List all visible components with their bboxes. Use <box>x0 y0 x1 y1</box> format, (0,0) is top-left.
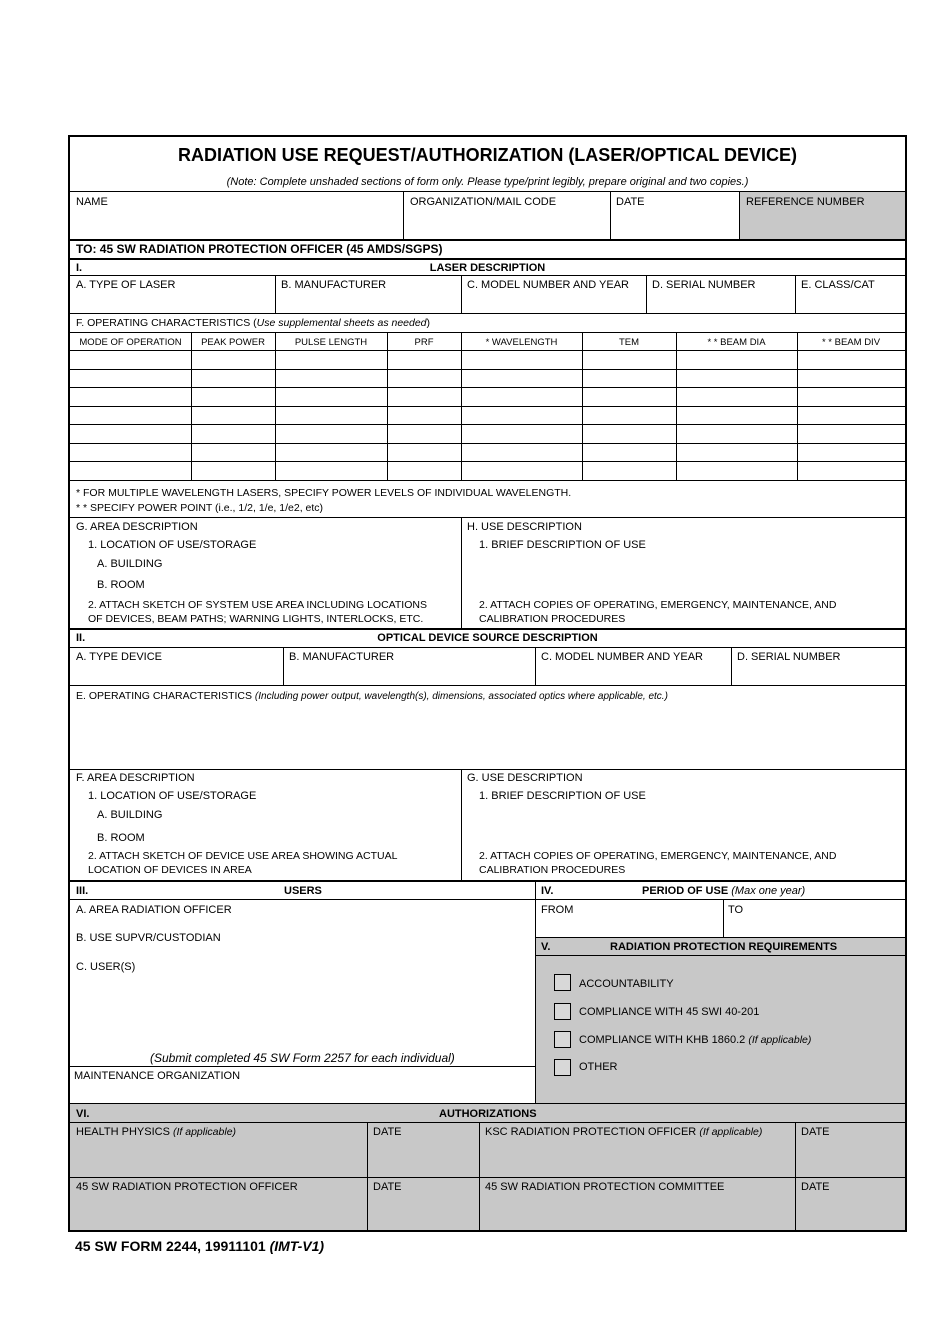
col-beam-div: * * BEAM DIV <box>821 337 881 348</box>
device-room-label: B. ROOM <box>97 832 145 844</box>
table-row[interactable] <box>70 462 905 480</box>
maintenance-organization-label: MAINTENANCE ORGANIZATION <box>74 1070 241 1082</box>
rpo-label: 45 SW RADIATION PROTECTION OFFICER <box>76 1181 298 1193</box>
radiation-requirements-shade <box>536 937 905 1103</box>
accountability-label: ACCOUNTABILITY <box>579 978 674 990</box>
submit-form-note: (Submit completed 45 SW Form 2257 for each individual) <box>150 1051 455 1065</box>
col-prf: PRF <box>414 337 434 348</box>
operating-characteristics-label: F. OPERATING CHARACTERISTICS (Use supplemental sheets as needed) <box>76 317 431 329</box>
reference-number-label: REFERENCE NUMBER <box>746 196 865 208</box>
other-checkbox[interactable] <box>554 1059 571 1076</box>
device-sketch-instruction-1: 2. ATTACH SKETCH OF DEVICE USE AREA SHOWING ACTUAL <box>88 850 398 862</box>
sketch-instruction-2: OF DEVICES, BEAM PATHS; WARNING LIGHTS, INTERLOCKS, ETC. <box>88 613 424 625</box>
laser-class-label: E. CLASS/CAT <box>801 279 875 291</box>
device-brief-description-field[interactable] <box>465 806 903 846</box>
section-1-title: LASER DESCRIPTION <box>429 262 546 274</box>
section-6-number: VI. <box>76 1108 90 1120</box>
section-1-number: I. <box>76 262 83 274</box>
org-field-label: ORGANIZATION/MAIL CODE <box>410 196 557 208</box>
device-procedures-instruction-1: 2. ATTACH COPIES OF OPERATING, EMERGENCY, MAINTENANCE, AND <box>479 850 837 862</box>
period-from-label: FROM <box>541 904 574 916</box>
footnote-wavelength: * FOR MULTIPLE WAVELENGTH LASERS, SPECIFY POWER LEVELS OF INDIVIDUAL WAVELENGTH. <box>76 487 572 499</box>
col-peak-power: PEAK POWER <box>201 337 265 348</box>
laser-manufacturer-label: B. MANUFACTURER <box>281 279 387 291</box>
health-physics-label: HEALTH PHYSICS (If applicable) <box>76 1126 237 1138</box>
date-field-label: DATE <box>616 196 645 208</box>
users-label: C. USER(S) <box>76 961 136 973</box>
sketch-instruction-1: 2. ATTACH SKETCH OF SYSTEM USE AREA INCLUDING LOCATIONS <box>88 599 427 611</box>
brief-description-field[interactable] <box>465 555 903 595</box>
org-field[interactable] <box>405 209 608 237</box>
period-from-field[interactable] <box>537 917 722 935</box>
section-2-title: OPTICAL DEVICE SOURCE DESCRIPTION <box>377 632 598 644</box>
col-mode-of-operation: MODE OF OPERATION <box>79 337 182 348</box>
procedures-instruction-1: 2. ATTACH COPIES OF OPERATING, EMERGENCY, MAINTENANCE, AND <box>479 599 837 611</box>
compliance-swi-label: COMPLIANCE WITH 45 SWI 40-201 <box>579 1006 760 1018</box>
section-3-title: USERS <box>284 885 322 897</box>
device-type-field[interactable] <box>71 665 282 684</box>
device-area-description-title: F. AREA DESCRIPTION <box>76 772 195 784</box>
footnote-power-point: * * SPECIFY POWER POINT (i.e., 1/2, 1/e, 1/e2, etc) <box>76 502 324 514</box>
radiation-use-form <box>68 135 907 1232</box>
device-model-label: C. MODEL NUMBER AND YEAR <box>541 651 703 663</box>
building-label: A. BUILDING <box>97 558 163 570</box>
form-number: 45 SW FORM 2244, 19911101 (IMT-V1) <box>75 1238 325 1254</box>
compliance-swi-checkbox[interactable] <box>554 1003 571 1020</box>
device-building-field[interactable] <box>180 806 458 822</box>
laser-class-field[interactable] <box>797 293 904 312</box>
device-model-field[interactable] <box>537 665 730 684</box>
laser-serial-label: D. SERIAL NUMBER <box>652 279 756 291</box>
device-use-description-title: G. USE DESCRIPTION <box>467 772 583 784</box>
name-field-label: NAME <box>76 196 108 208</box>
device-brief-description-label: 1. BRIEF DESCRIPTION OF USE <box>479 790 646 802</box>
device-procedures-instruction-2: CALIBRATION PROCEDURES <box>479 864 626 876</box>
laser-type-label: A. TYPE OF LASER <box>76 279 176 291</box>
device-operating-characteristics-field[interactable] <box>71 705 904 767</box>
laser-model-field[interactable] <box>463 293 645 312</box>
rpc-date-label: DATE <box>801 1181 830 1193</box>
procedures-instruction-2: CALIBRATION PROCEDURES <box>479 613 626 625</box>
table-row[interactable] <box>70 388 905 406</box>
device-type-label: A. TYPE DEVICE <box>76 651 162 663</box>
room-field[interactable] <box>180 576 458 592</box>
to-line: TO: 45 SW RADIATION PROTECTION OFFICER (45 AMDS/SGPS) <box>76 242 443 256</box>
health-physics-date-label: DATE <box>373 1126 402 1138</box>
date-field[interactable] <box>612 209 737 237</box>
section-4-title: PERIOD OF USE (Max one year) <box>642 885 806 897</box>
use-supervisor-label: B. USE SUPVR/CUSTODIAN <box>76 932 221 944</box>
area-radiation-officer-field[interactable] <box>71 917 533 931</box>
col-wavelength: * WAVELENGTH <box>485 337 558 348</box>
device-serial-label: D. SERIAL NUMBER <box>737 651 841 663</box>
device-room-field[interactable] <box>180 829 458 845</box>
name-field[interactable] <box>71 209 401 237</box>
device-serial-field[interactable] <box>733 665 904 684</box>
compliance-khb-label: COMPLIANCE WITH KHB 1860.2 (If applicable) <box>579 1034 812 1046</box>
section-6-title: AUTHORIZATIONS <box>439 1108 537 1120</box>
room-label: B. ROOM <box>97 579 145 591</box>
area-description-title: G. AREA DESCRIPTION <box>76 521 198 533</box>
use-supervisor-field[interactable] <box>71 945 533 959</box>
table-row[interactable] <box>70 425 905 443</box>
other-label: OTHER <box>579 1061 618 1073</box>
form-title: RADIATION USE REQUEST/AUTHORIZATION (LASER/OPTICAL DEVICE) <box>177 145 797 165</box>
section-5-title: RADIATION PROTECTION REQUIREMENTS <box>610 941 838 953</box>
section-4-number: IV. <box>541 885 554 897</box>
accountability-checkbox[interactable] <box>554 974 571 991</box>
ksc-rpo-label: KSC RADIATION PROTECTION OFFICER (If applicable) <box>485 1126 763 1138</box>
col-pulse-length: PULSE LENGTH <box>294 337 368 348</box>
laser-manufacturer-field[interactable] <box>277 293 460 312</box>
device-building-label: A. BUILDING <box>97 809 163 821</box>
laser-type-field[interactable] <box>71 293 274 312</box>
col-beam-dia: * * BEAM DIA <box>707 337 766 348</box>
device-manufacturer-label: B. MANUFACTURER <box>289 651 395 663</box>
period-to-field[interactable] <box>725 917 904 935</box>
table-row[interactable] <box>70 407 905 424</box>
col-tem: TEM <box>618 337 640 348</box>
period-to-label: TO <box>728 904 744 916</box>
ksc-rpo-date-label: DATE <box>801 1126 830 1138</box>
section-2-number: II. <box>76 632 86 644</box>
rpo-date-label: DATE <box>373 1181 402 1193</box>
location-of-use-label: 1. LOCATION OF USE/STORAGE <box>88 539 257 551</box>
device-manufacturer-field[interactable] <box>285 665 534 684</box>
device-sketch-instruction-2: LOCATION OF DEVICES IN AREA <box>88 864 252 876</box>
rpc-label: 45 SW RADIATION PROTECTION COMMITTEE <box>485 1181 725 1193</box>
use-description-title: H. USE DESCRIPTION <box>467 521 582 533</box>
brief-description-label: 1. BRIEF DESCRIPTION OF USE <box>479 539 646 551</box>
table-row[interactable] <box>70 370 905 387</box>
laser-serial-field[interactable] <box>648 293 794 312</box>
device-location-label: 1. LOCATION OF USE/STORAGE <box>88 790 257 802</box>
building-field[interactable] <box>180 555 458 571</box>
section-5-number: V. <box>541 941 551 953</box>
form-note: (Note: Complete unshaded sections of form only. Please type/print legibly, prepare original and two copies.) <box>226 176 749 188</box>
section-3-number: III. <box>76 885 89 897</box>
area-radiation-officer-label: A. AREA RADIATION OFFICER <box>76 904 232 916</box>
laser-model-label: C. MODEL NUMBER AND YEAR <box>467 279 629 291</box>
compliance-khb-checkbox[interactable] <box>554 1031 571 1048</box>
table-row[interactable] <box>70 351 905 369</box>
maintenance-organization-field[interactable] <box>71 1083 533 1101</box>
device-operating-characteristics-label: E. OPERATING CHARACTERISTICS (Including power output, wavelength(s), dimensions, associated optics where applicable, etc.) <box>76 690 668 702</box>
users-field[interactable] <box>71 975 533 1047</box>
table-row[interactable] <box>70 444 905 461</box>
